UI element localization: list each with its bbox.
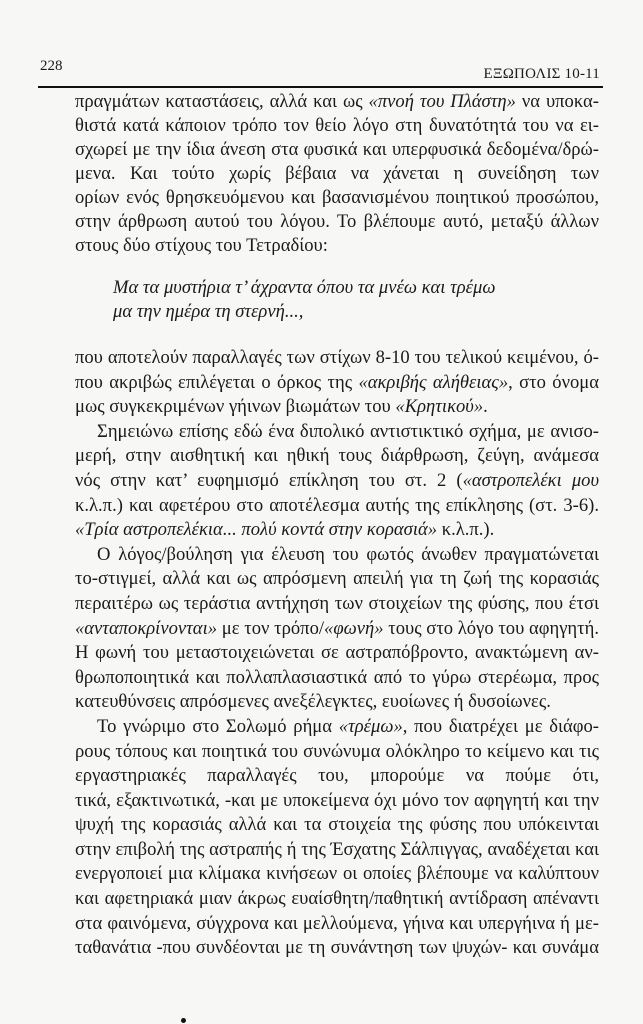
text-line <box>75 210 599 234</box>
text-line <box>75 666 599 691</box>
text-line <box>75 912 599 937</box>
text-line <box>75 300 599 324</box>
italic-text: «Τρία αστροπελέκια... πολύ κοντά στην κορασιά» <box>75 519 438 541</box>
text-line <box>75 444 599 469</box>
text-line <box>75 162 599 186</box>
text-line <box>75 186 599 210</box>
text-line <box>75 395 599 420</box>
text-line <box>75 862 599 887</box>
text-line <box>75 740 599 765</box>
text-line <box>75 567 599 592</box>
text: μως συγκεκριμένων γήινων βιωμάτων του <box>75 396 396 418</box>
text-line <box>75 838 599 863</box>
paragraph <box>75 90 599 258</box>
text-line <box>75 936 599 961</box>
paragraph <box>75 346 599 961</box>
text: κ.λ.π.). <box>437 519 495 541</box>
italic-text: «αστροπελέκι μου <box>462 469 599 491</box>
text: , που διατρέχει με διάφο- <box>402 715 599 737</box>
text: ορίων ενός θρησκευόμενου και βασανισμένου ποιητικού προσώπου, <box>75 187 599 208</box>
running-head: ΕΞΩΠΟΛΙΣ 10-11 <box>483 66 600 82</box>
text: θιστά κατά κάποιον τρόπο τον θείο λόγο στη δυνατότητά του να ει- <box>75 115 599 136</box>
text: μενα. Και τούτο χωρίς βέβαια να χάνεται η συνείδηση των <box>75 163 599 184</box>
text: ενεργοποιεί μια κλίμακα κινήσεων οι οποίες βλέπουμε να καλύπτουν <box>75 863 599 885</box>
text-line <box>75 887 599 912</box>
text-line <box>75 90 599 114</box>
text: στα φαινόμενα, σύγχρονα και μελλούμενα, γήινα και υπεργήινα ή με- <box>75 912 599 934</box>
text-line <box>75 617 599 642</box>
text: . <box>483 396 488 418</box>
text-line <box>75 469 599 494</box>
text-line <box>75 234 599 258</box>
italic-text: μα την ημέρα τη στερνή..., <box>113 301 304 322</box>
text: το-στιγμεί, αλλά και ως απρόσμενη απειλή για τη ζωή της κορασιάς <box>75 568 599 590</box>
text-line <box>75 371 599 396</box>
text: που αποτελούν παραλλαγές των στίχων 8-10 του τελικού κειμένου, ό- <box>75 347 599 368</box>
italic-text: «φωνή» <box>324 617 384 639</box>
text: να υποκα- <box>515 91 599 112</box>
text: τικά, εξακτινωτικά, -και με υποκείμενα όχι μόνο τον αφηγητή και την <box>75 789 599 811</box>
text: Το γνώριμο στο Σολωμό ρήμα <box>97 715 339 737</box>
page-body <box>75 90 599 961</box>
italic-text: «πνοή του Πλάστη» <box>368 91 516 112</box>
text: ρους τόπους και ποιητικά του συνώνυμα ολόκληρο το κείμενο και τις <box>75 740 599 762</box>
text: πραγμάτων καταστάσεις, αλλά και ως <box>75 91 369 112</box>
text: στην επιβολή της αστραπής ή της Έσχατης Σάλπιγγας, αναδέχεται και <box>75 838 599 860</box>
verse-quote <box>75 276 599 324</box>
text: Σημειώνω επίσης εδώ ένα διπολικό αντιστικτικό σχήμα, με ανισο- <box>97 420 599 442</box>
text-line <box>75 813 599 838</box>
page-number: 228 <box>40 58 63 74</box>
text: και αφετηριακά μιαν άκρως ευαίσθητη/παθητική αντίδραση απέναντι <box>75 888 599 910</box>
text: με τον τρόπο/ <box>217 617 325 639</box>
text-line <box>75 543 599 568</box>
text-line <box>75 690 599 715</box>
page-mark-dot <box>181 1018 186 1023</box>
text-line <box>75 789 599 814</box>
text: μερή, στην αισθητική και ηθική τους διάρθρωση, ζεύγη, ανάμεσα <box>75 445 599 467</box>
text: κατευθύνσεις απρόσμενες ανεξέλεγκτες, ευοίωνες ή δυσοίωνες. <box>75 691 551 713</box>
text-line <box>75 494 599 519</box>
text: σχωρεί με την ίδια άνεση στα φυσικά και υπερφυσικά δεδομένα/δρώ- <box>75 139 599 160</box>
text: τους στο λόγο του αφηγητή. <box>383 617 599 639</box>
text: ψυχή της κορασιάς αλλά και τα στοιχεία της φύσης που υπόκεινται <box>75 814 599 836</box>
text: περαιτέρω ως τεράστια αντήχηση των στοιχείων της φύσης, που έτσι <box>75 592 599 614</box>
text: που ακριβώς επιλέγεται ο όρκος της <box>75 371 359 393</box>
italic-text: «τρέμω» <box>338 715 403 737</box>
italic-text: «Κρητικού» <box>395 396 484 418</box>
text: στην άρθρωση αυτού του λόγου. Το βλέπουμε αυτό, μεταξύ άλλων <box>75 211 599 232</box>
italic-text: «ακριβής αλήθειας» <box>358 371 509 393</box>
text-line <box>75 592 599 617</box>
text: Η φωνή του μεταστοιχειώνεται σε αστραπόβροντο, ανακτώμενη αν- <box>75 642 599 664</box>
text-line <box>75 641 599 666</box>
italic-text: Μα τα μυστήρια τ’ άχραντα όπου τα μνέω και τρέμω <box>113 277 496 298</box>
text-line <box>75 114 599 138</box>
text: εργαστηριακές παραλλαγές του, μπορούμε να πούμε ότι, <box>75 765 599 787</box>
text: κ.λ.π.) και αφετέρου στο αποτέλεσμα αυτής της επίκλησης (στ. 3-6). <box>75 494 599 516</box>
text: , στο όνομα <box>508 371 599 393</box>
text: ταθανάτια -που συνδέονται με τη συνάντηση των ψυχών- και συνάμα <box>75 937 599 959</box>
text: θρωποποιητικά και πολλαπλασιαστικά από το γύρω στερέωμα, προς <box>75 666 599 688</box>
text: Ο λόγος/βούληση για έλευση του φωτός άνωθεν πραγματώνεται <box>97 543 599 565</box>
header-rule <box>38 86 603 88</box>
text-line <box>75 518 599 543</box>
italic-text: «ανταποκρίνονται» <box>75 617 218 639</box>
text-line <box>75 715 599 740</box>
text-line <box>75 276 599 300</box>
text-line <box>75 138 599 162</box>
text-line <box>75 420 599 445</box>
text: νός στην κατ’ ευφημισμό επίκληση του στ. 2 ( <box>75 469 463 491</box>
text: στους δύο στίχους του Τετραδίου: <box>75 235 328 256</box>
text-line <box>75 346 599 371</box>
text-line <box>75 764 599 789</box>
